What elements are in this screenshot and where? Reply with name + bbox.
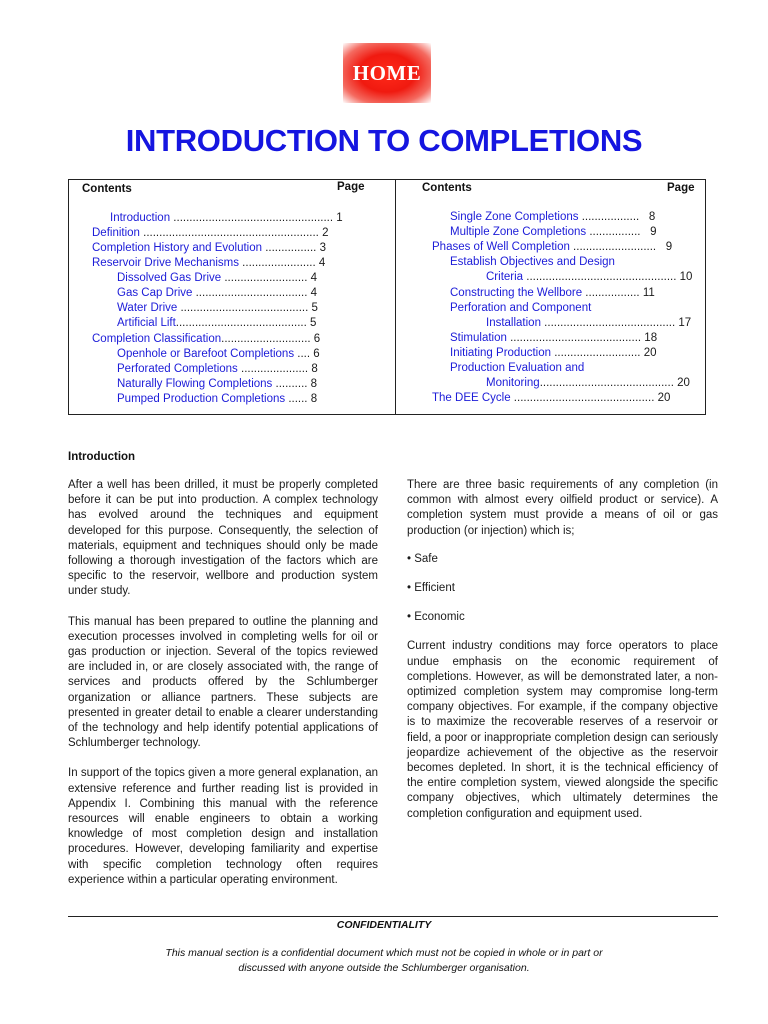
toc-right-page-header: Page — [667, 182, 695, 194]
toc-link-completion-classification[interactable]: Completion Classification............................ 6 — [92, 333, 321, 345]
section-heading-introduction: Introduction — [68, 451, 136, 463]
toc-link-pumped-production[interactable]: Pumped Production Completions ...... 8 — [117, 393, 318, 405]
toc-link-installation[interactable]: Installation ......................................... 17 — [486, 317, 692, 329]
page-title: INTRODUCTION TO COMPLETIONS — [125, 123, 643, 158]
toc-link-dissolved-gas-drive[interactable]: Dissolved Gas Drive .......................... 4 — [117, 272, 318, 284]
toc-link-gas-cap-drive[interactable]: Gas Cap Drive ................................... 4 — [117, 287, 318, 299]
table-of-contents — [68, 179, 706, 415]
toc-link-dee-cycle[interactable]: The DEE Cycle ............................................ 20 — [432, 392, 671, 404]
toc-divider — [395, 180, 396, 414]
paragraph: This manual has been prepared to outline the planning and execution processes involved in completing wells for oil or gas production or injection. Several of the topics reviewed are included in, or are closely associated with, the range of services and products offered by the Schlumberger organization or alliance partners. These subjects are presented in greater detail to enable a clearer understanding of the technology and help identify potential applications of Schlumberger technology. — [68, 615, 378, 750]
home-button[interactable] — [343, 43, 431, 103]
toc-left-contents-header: Contents — [82, 183, 132, 195]
toc-link-perforation-component[interactable]: Perforation and Component — [450, 302, 592, 314]
toc-link-openhole-completions[interactable]: Openhole or Barefoot Completions .... 6 — [117, 348, 320, 360]
bullet-item: • Economic — [407, 611, 465, 624]
bullet-item: • Efficient — [407, 582, 455, 595]
toc-right-contents-header: Contents — [422, 182, 472, 194]
toc-link-multiple-zone[interactable]: Multiple Zone Completions ................ 9 — [450, 226, 657, 238]
left-text-column — [68, 478, 378, 888]
toc-link-monitoring[interactable]: Monitoring.......................................... 20 — [486, 377, 690, 389]
confidentiality-notice — [0, 946, 768, 975]
toc-link-production-evaluation[interactable]: Production Evaluation and — [450, 362, 585, 374]
footer-rule — [68, 916, 718, 917]
confidentiality-line: discussed with anyone outside the Schlumberger organisation. — [238, 961, 530, 974]
toc-link-stimulation[interactable]: Stimulation ......................................... 18 — [450, 332, 658, 344]
confidentiality-line: This manual section is a confidential document which must not be copied in whole or in part or — [165, 947, 603, 959]
toc-link-phases-of-completion[interactable]: Phases of Well Completion .......................... 9 — [432, 241, 673, 253]
toc-link-perforated-completions[interactable]: Perforated Completions ..................... 8 — [117, 363, 318, 375]
toc-link-constructing-wellbore[interactable]: Constructing the Wellbore ................. 11 — [450, 287, 655, 299]
toc-link-definition[interactable]: Definition ....................................................... 2 — [92, 227, 329, 239]
toc-link-completion-history[interactable]: Completion History and Evolution ................ 3 — [92, 242, 326, 254]
paragraph: There are three basic requirements of any completion (in common with almost every oilfield product or service). A completion system must provide a means of oil or gas production (or injection) which is; — [407, 479, 718, 537]
toc-link-establish-objectives[interactable]: Establish Objectives and Design — [450, 256, 615, 268]
bullet-item: • Safe — [407, 552, 438, 565]
toc-link-introduction[interactable]: Introduction .................................................. 1 — [110, 212, 343, 224]
toc-link-naturally-flowing[interactable]: Naturally Flowing Completions .......... 8 — [117, 378, 318, 390]
toc-link-initiating-production[interactable]: Initiating Production ........................... 20 — [450, 347, 657, 359]
toc-link-water-drive[interactable]: Water Drive ........................................ 5 — [117, 302, 318, 314]
right-text-column — [407, 478, 718, 822]
paragraph: In support of the topics given a more general explanation, an extensive reference and further reading list is provided in Appendix I. Combining this manual with the reference resources will enable engineers to obtain a working knowledge of most completion design and installation procedures. However, developing familiarity and expertise with specific completion technology often requires experience within a particular operating environment. — [68, 767, 378, 886]
toc-link-artificial-lift[interactable]: Artificial Lift......................................... 5 — [117, 317, 317, 329]
confidentiality-heading: CONFIDENTIALITY — [336, 919, 432, 931]
paragraph: After a well has been drilled, it must be properly completed before it can be put into production. A complex technology has evolved around the techniques and equipment developed for this purpose. Consequently, the selection of materials, equipment and techniques should only be made following a thorough investigation of the factors which are specific to the reservoir, wellbore and production system under study. — [68, 479, 378, 598]
paragraph: Current industry conditions may force operators to place undue emphasis on the economic requirement of completions. However, as will be demonstrated later, a non-optimized completion system may compromise long-term company objectives. For example, if the company objective is to maximize the recoverable reserves of a reservoir or field, a poor or inappropriate completion design can seriously jeopardize achievement of the objective as the reservoir becomes depleted. In short, it is the technical efficiency of the entire completion system, viewed alongside the specific company objectives, which ultimately determines the completion configuration and equipment used. — [407, 640, 718, 820]
toc-link-reservoir-drive[interactable]: Reservoir Drive Mechanisms ....................... 4 — [92, 257, 326, 269]
toc-link-criteria[interactable]: Criteria ............................................... 10 — [486, 271, 693, 283]
home-button-label: HOME — [352, 60, 422, 85]
toc-left-page-header: Page — [337, 181, 365, 193]
toc-link-single-zone[interactable]: Single Zone Completions .................. 8 — [450, 211, 656, 223]
